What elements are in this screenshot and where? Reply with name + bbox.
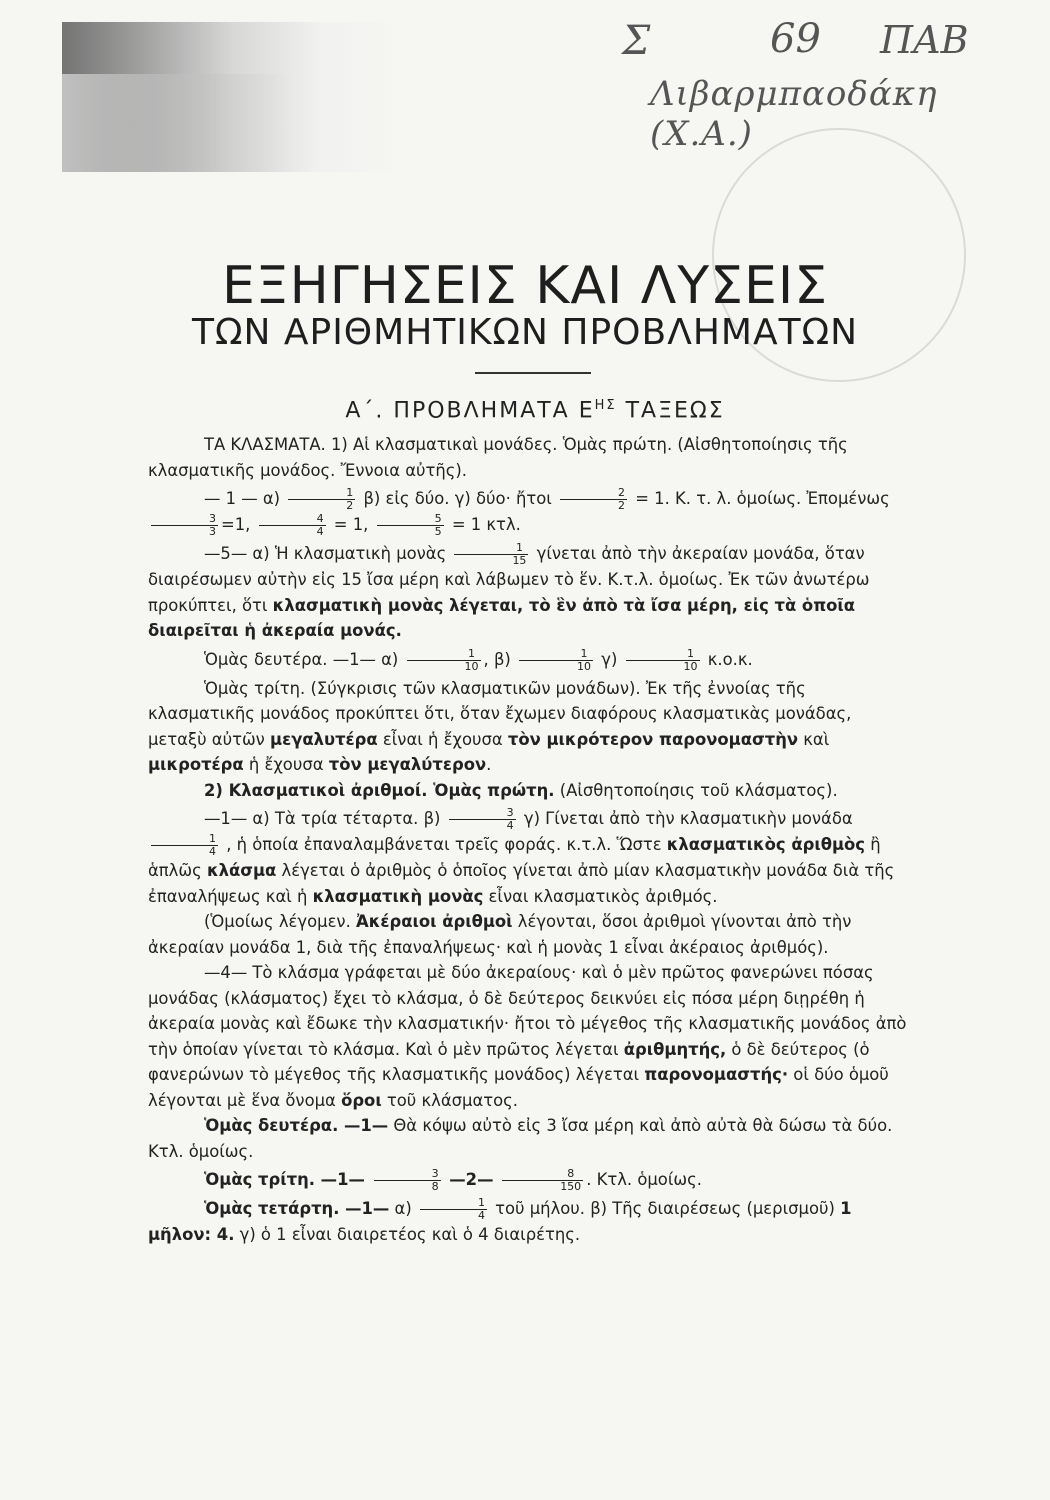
fraction: $\frac{1}{2}$ (288, 487, 355, 512)
paragraph-exercise-1: — 1 — α) $\frac{1}{2}$ β) εἰς δύο. γ) δύο· ἤτοι $\frac{2}{2}$ = 1. Κ. τ. λ. ὁμοίως. Ἐπομένως $\frac{3}{3}$ =1, $\frac{4}{4}$ = 1, $\frac{5}{5}$ = 1 κτλ. (148, 486, 908, 538)
section-heading: Α΄. ΠΡΟΒΛΗΜΑΤΑ $E^{H\Sigma}$ ΤΑΞΕΩΣ (345, 398, 725, 424)
page-title: ΕΞΗΓΗΣΕΙΣ ΚΑΙ ΛΥΣΕΙΣ (221, 256, 829, 316)
paragraph-fractions-intro: ΤΑ ΚΛΑΣΜΑΤΑ. 1) Αἱ κλασματικαὶ μονάδες. Ὁμὰς πρώτη. (Αἰσθητοποίησις τῆς κλασματικῆς μονάδος. Ἔννοια αὐτῆς). (148, 435, 848, 480)
paragraph-group-2: Ὁμὰς δευτέρα. —1— α) $\frac{1}{10}$ , β) $\frac{1}{10}$ γ) $\frac{1}{10}$ κ.ο.κ. (204, 646, 753, 673)
paragraph-fractional-numbers: 2) Κλασματικοὶ ἀριθμοί. Ὁμὰς πρώτη. (Αἰσθητοποίησις τοῦ κλάσματος). (204, 780, 838, 800)
handwritten-mark: Σ (622, 18, 651, 64)
scan-shadow (62, 22, 402, 172)
fraction: $\frac{3}{3}$ (151, 513, 218, 538)
fraction: $\frac{3}{8}$ (374, 1168, 441, 1193)
handwritten-code: ΠΑΒ (880, 18, 969, 62)
paragraph-group-3: Ὁμὰς τρίτη. (Σύγκρισις τῶν κλασματικῶν μονάδων). Ἐκ τῆς ἐννοίας τῆς κλασματικῆς μονάδος προκύπτει ὅτι, ὅταν ἔχωμεν διαφόρους κλασματικὰς μονάδας, μεταξὺ αὐτῶν μεγαλυτέρα εἶναι ἡ ἔχουσα τὸν μικρότερον παρονομαστὴν καὶ μικροτέρα ἡ ἔχουσα τὸν μεγαλύτερον. (148, 678, 852, 774)
fraction: $\frac{2}{2}$ (560, 487, 627, 512)
paragraph-exercise-5: —5— α) Ἡ κλασματικὴ μονὰς $\frac{1}{15}$ γίνεται ἀπὸ τὴν ἀκεραίαν μονάδα, ὅταν διαιρέσωμεν αὐτὴν εἰς 15 ἴσα μέρη καὶ λάβωμεν τὸ ἕν. Κ.τ.λ. ὁμοίως. Ἐκ τῶν ἀνωτέρω προκύπτει, ὅτι κλασματικὴ μονὰς λέγεται, τὸ ἓν ἀπὸ τὰ ἴσα μέρη, εἰς τὰ ὁποῖα διαιρεῖται ἡ ἀκεραία μονάς. (148, 541, 870, 640)
fraction: $\frac{3}{4}$ (449, 807, 516, 832)
paragraph-group-3b: Ὁμὰς τρίτη. —1— $\frac{3}{8}$ —2— $\frac{8}{150}$ . Κτλ. ὁμοίως. (204, 1167, 702, 1193)
paragraph-exercise-1b: —1— α) Τὰ τρία τέταρτα. β) $\frac{3}{4}$ γ) Γίνεται ἀπὸ τὴν κλασματικὴν μονάδα $\frac{1}{4}$ , ἡ ὁποία ἐπαναλαμβάνεται τρεῖς φοράς. κ.τ.λ. Ὥστε κλασματικὸς ἀριθμὸς ἢ ἁπλῶς κλάσμα λέγεται ὁ ἀριθμὸς ὁ ὁποῖος γίνεται ἀπὸ μίαν κλασματικὴν μονάδα διὰ τῆς ἐπαναλήψεως καὶ ἡ κλασματικὴ μονὰς εἶναι κλασματικὸς ἀριθμός. (148, 806, 895, 906)
fraction: $\frac{1}{4}$ (420, 1197, 487, 1222)
handwritten-name: Λιβαρμπαοδάκη (Χ.Α.) (650, 74, 938, 154)
fraction: $\frac{1}{10}$ (519, 648, 593, 673)
fraction: $\frac{8}{150}$ (502, 1168, 583, 1193)
fraction: $\frac{1}{15}$ (454, 542, 528, 567)
paragraph-integers: (Ὁμοίως λέγομεν. Ἀκέραιοι ἀριθμοὶ λέγονται, ὅσοι ἀριθμοὶ γίνονται ἀπὸ τὴν ἀκεραίαν μονάδα 1, διὰ τῆς ἐπαναλήψεως· καὶ ἡ μονὰς 1 εἶναι ἀκέραιος ἀριθμός). (148, 912, 852, 957)
paragraph-group-2b: Ὁμὰς δευτέρα. —1— Θὰ κόψω αὐτὸ εἰς 3 ἴσα μέρη καὶ ἀπὸ αὐτὰ θὰ δώσω τὰ δύο. Κτλ. ὁμοίως. (148, 1116, 893, 1161)
fraction: $\frac{4}{4}$ (259, 513, 326, 538)
fraction: $\frac{5}{5}$ (377, 513, 444, 538)
fraction: $\frac{1}{10}$ (626, 648, 700, 673)
body-text (148, 432, 908, 1248)
handwritten-number: 69 (770, 16, 821, 62)
fraction: $\frac{1}{4}$ (151, 833, 218, 858)
paragraph-exercise-4: —4— Τὸ κλάσμα γράφεται μὲ δύο ἀκεραίους· καὶ ὁ μὲν πρῶτος φανερώνει πόσας μονάδας (κλάσματος) ἔχει τὸ κλάσμα, ὁ δὲ δεύτερος δεικνύει εἰς πόσα μέρη διῃρέθη ἡ ἀκεραία μονὰς καὶ ἔδωκε τὴν κλασματικήν· ἤτοι τὸ μέγεθος τῆς κλασματικῆς μονάδος ἀπὸ τὴν ὁποίαν γίνεται τὸ κλάσμα. Καὶ ὁ μὲν πρῶτος λέγεται ἀριθμητής, ὁ δὲ δεύτερος (ὁ φανερώνων τὸ μέγεθος τῆς κλασματικῆς μονάδος) λέγεται παρονομαστής· οἱ δύο ὁμοῦ λέγονται μὲ ἕνα ὄνομα ὅροι τοῦ κλάσματος. (148, 963, 907, 1110)
page-subtitle: ΤΩΝ ΑΡΙΘΜΗΤΙΚΩΝ ΠΡΟΒΛΗΜΑΤΩΝ (191, 312, 859, 353)
title-divider (475, 372, 591, 374)
fraction: $\frac{1}{10}$ (407, 648, 481, 673)
paragraph-group-4: Ὁμὰς τετάρτη. —1— α) $\frac{1}{4}$ τοῦ μήλου. β) Τῆς διαιρέσεως (μερισμοῦ) 1 μῆλον: 4. γ) ὁ 1 εἶναι διαιρετέος καὶ ὁ 4 διαιρέτης. (148, 1196, 852, 1244)
